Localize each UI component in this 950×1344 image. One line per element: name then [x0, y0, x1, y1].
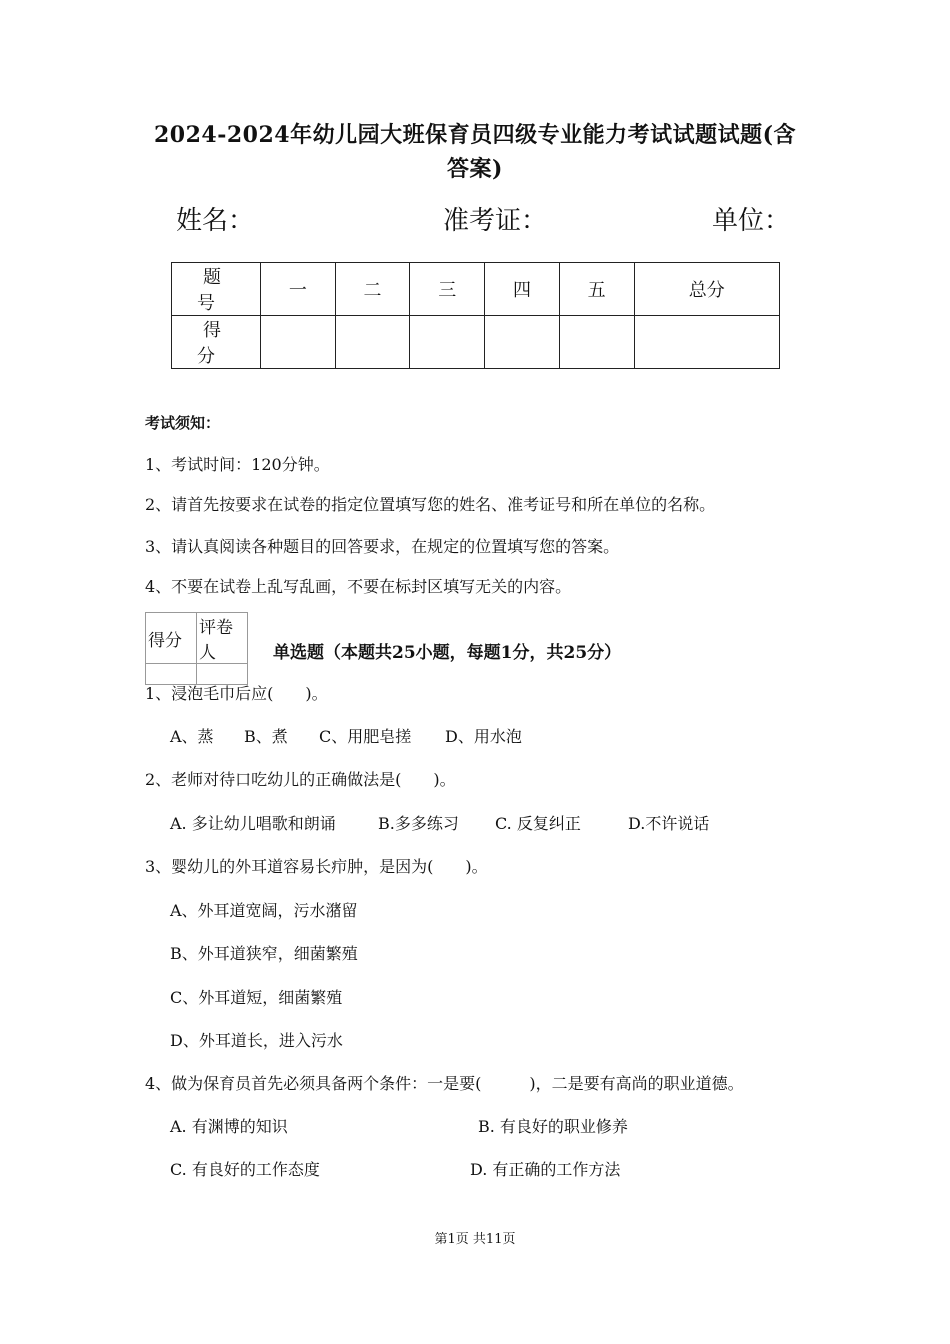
- score-row-label: 得 分: [172, 316, 261, 369]
- exam-id-field-label: 准考证：: [443, 206, 548, 236]
- score-cell-total[interactable]: [634, 316, 779, 369]
- question-option: C、用肥皂搓: [319, 727, 412, 746]
- score-cell-3[interactable]: [410, 316, 485, 369]
- question-stem: 2、老师对待口吃幼儿的正确做法是( )。: [145, 770, 456, 789]
- grader-score-label: 得分: [146, 613, 197, 664]
- header-cell-3: 三: [410, 263, 485, 316]
- score-table-header-row: [172, 263, 780, 316]
- score-table: [171, 262, 780, 369]
- page-footer: 第1页 共11页: [434, 1232, 516, 1247]
- question-option: D. 有正确的工作方法: [470, 1160, 621, 1179]
- question-option: B、煮: [244, 727, 288, 746]
- notice-item: 4、不要在试卷上乱写乱画，不要在标封区填写无关的内容。: [145, 577, 572, 596]
- question-option: A、外耳道宽阔，污水潴留: [170, 901, 358, 920]
- question-option: A. 多让幼儿唱歌和朗诵: [170, 814, 336, 833]
- question-option: C. 反复纠正: [495, 814, 581, 833]
- question-option: C. 有良好的工作态度: [170, 1160, 320, 1179]
- header-cell-1: 一: [261, 263, 336, 316]
- notice-item: 1、考试时间：120分钟。: [145, 455, 330, 474]
- score-table-score-row: [172, 316, 780, 369]
- section-title: 单选题（本题共25小题，每题1分，共25分）: [273, 643, 622, 663]
- question-option: B. 有良好的职业修养: [478, 1117, 628, 1136]
- header-cell-4: 四: [485, 263, 560, 316]
- question-stem: 1、浸泡毛巾后应( )。: [145, 684, 328, 703]
- score-cell-4[interactable]: [485, 316, 560, 369]
- question-option: A、蒸: [170, 727, 214, 746]
- document-title: 2024-2024年幼儿园大班保育员四级专业能力考试试题试题(含答案): [153, 122, 796, 182]
- question-option: D、外耳道长，进入污水: [170, 1031, 343, 1050]
- question-option: A. 有渊博的知识: [170, 1117, 288, 1136]
- notice-heading: 考试须知：: [145, 414, 221, 432]
- grader-name-label: 评卷人: [197, 613, 248, 664]
- score-cell-5[interactable]: [559, 316, 634, 369]
- candidate-info-fields: [0, 200, 950, 240]
- score-cell-2[interactable]: [335, 316, 410, 369]
- question-option: B、外耳道狭窄，细菌繁殖: [170, 944, 358, 963]
- name-field-label: 姓名：: [176, 206, 255, 236]
- question-option: C、外耳道短，细菌繁殖: [170, 988, 343, 1007]
- header-cell-2: 二: [335, 263, 410, 316]
- unit-field-label: 单位：: [712, 206, 791, 236]
- header-cell-5: 五: [559, 263, 634, 316]
- grader-box: [145, 612, 248, 685]
- question-option: D、用水泡: [445, 727, 522, 746]
- question-option: B.多多练习: [378, 814, 459, 833]
- notice-item: 2、请首先按要求在试卷的指定位置填写您的姓名、准考证号和所在单位的名称。: [145, 495, 716, 514]
- notice-item: 3、请认真阅读各种题目的回答要求，在规定的位置填写您的答案。: [145, 537, 620, 556]
- question-option: D.不许说话: [628, 814, 710, 833]
- question-stem: 3、婴幼儿的外耳道容易长疖肿，是因为( )。: [145, 857, 488, 876]
- question-stem: 4、做为保育员首先必须具备两个条件：一是要( )，二是要有高尚的职业道德。: [145, 1074, 744, 1093]
- header-cell-total: 总分: [634, 263, 779, 316]
- header-cell-question-number: 题 号: [172, 263, 261, 316]
